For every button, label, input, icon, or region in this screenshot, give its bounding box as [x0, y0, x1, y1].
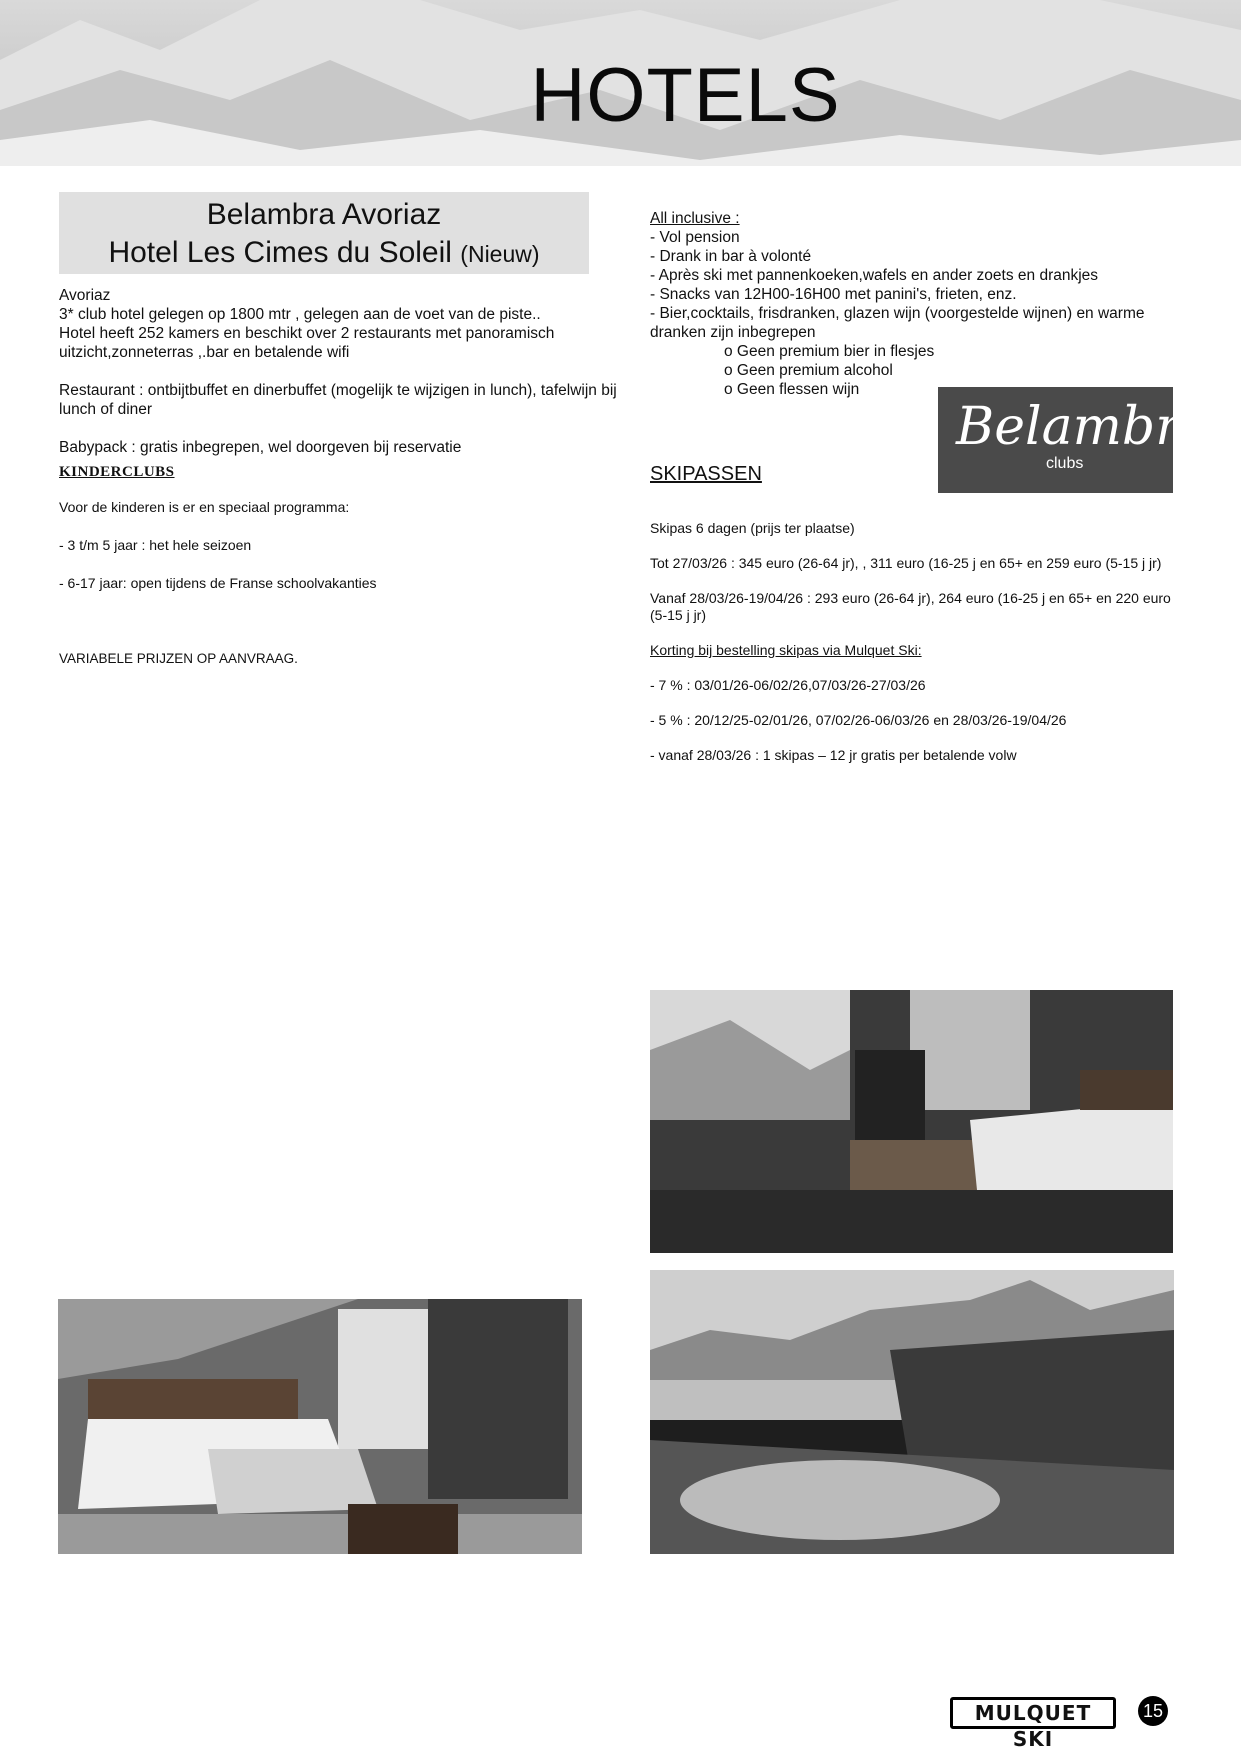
exclusion-item: o Geen flessen wijn — [724, 381, 860, 398]
price-line-1: Tot 27/03/26 : 345 euro (26-64 jr), , 311 euro (16-25 j en 65+ en 259 euro (5-15 j jr) — [650, 555, 1162, 571]
hotel-description — [59, 286, 629, 668]
allin-item: - Après ski met pannenkoeken,wafels en ander zoets en drankjes — [650, 267, 1099, 284]
desc-line1: 3* club hotel gelegen op 1800 mtr , gelegen aan de voet van de piste.. — [59, 306, 541, 323]
header-banner — [0, 0, 1241, 166]
allin-item: - Drank in bar à volonté — [650, 248, 812, 265]
babypack-info: Babypack : gratis inbegrepen, wel doorgeven bij reservatie — [59, 439, 462, 456]
variable-prices-note: VARIABELE PRIJZEN OP AANVRAAG. — [59, 651, 298, 666]
room-photo-1 — [650, 990, 1173, 1253]
inclusive-info — [650, 209, 1180, 399]
resort-photo — [650, 1270, 1174, 1554]
location: Avoriaz — [59, 287, 111, 304]
all-inclusive-heading: All inclusive : — [650, 210, 740, 227]
allin-item: - Bier,cocktails, frisdranken, glazen wijn (voorgestelde wijnen) en warme dranken zijn inbegrepen — [650, 305, 1145, 341]
kinderclubs-heading: KINDERCLUBS — [59, 464, 175, 480]
allin-item: - Vol pension — [650, 229, 740, 246]
belambra-logo — [938, 387, 1212, 493]
desc-line2: Hotel heeft 252 kamers en beschikt over 2 restaurants met panoramisch uitzicht,zonneterras ,.bar en betalende wifi — [59, 325, 555, 361]
exclusion-item: o Geen premium alcohol — [724, 362, 893, 379]
exclusion-item: o Geen premium bier in flesjes — [724, 343, 935, 360]
skipassen-heading: SKIPASSEN — [650, 463, 762, 485]
kids-age-1: - 3 t/m 5 jaar : het hele seizoen — [59, 537, 252, 553]
skipas-info — [650, 520, 1180, 764]
hotel-name-line1: Belambra Avoriaz — [206, 198, 442, 231]
hotel-title-box — [59, 192, 589, 274]
allin-item: - Snacks van 12H00-16H00 met panini's, frieten, enz. — [650, 286, 1017, 303]
new-tag: (Nieuw) — [460, 241, 540, 267]
logo-sub: clubs — [1046, 455, 1084, 472]
logo-wordmark: Belambra — [956, 397, 1212, 457]
kids-intro: Voor de kinderen is er en speciaal programma: — [59, 499, 350, 515]
page-number: 15 — [1138, 1696, 1168, 1726]
mulquet-ski-logo: MULQUET SKI — [950, 1697, 1116, 1729]
korting-heading: Korting bij bestelling skipas via Mulquet Ski: — [650, 642, 922, 658]
hotel-name-line2 — [59, 234, 589, 273]
page-title: HOTELS — [530, 53, 841, 138]
skipas-intro: Skipas 6 dagen (prijs ter plaatse) — [650, 520, 855, 536]
hotel-name: Hotel Les Cimes du Soleil — [108, 236, 452, 269]
korting-line-3: - vanaf 28/03/26 : 1 skipas – 12 jr gratis per betalende volw — [650, 747, 1017, 763]
room-photo-2 — [58, 1299, 582, 1554]
korting-line-1: - 7 % : 03/01/26-06/02/26,07/03/26-27/03/26 — [650, 677, 926, 693]
kids-age-2: - 6-17 jaar: open tijdens de Franse schoolvakanties — [59, 575, 377, 591]
korting-line-2: - 5 % : 20/12/25-02/01/26, 07/02/26-06/03/26 en 28/03/26-19/04/26 — [650, 712, 1067, 728]
price-line-2: Vanaf 28/03/26-19/04/26 : 293 euro (26-64 jr), 264 euro (16-25 j en 65+ en 220 euro (5-15 j jr) — [650, 590, 1171, 623]
restaurant-info: Restaurant : ontbijtbuffet en dinerbuffet (mogelijk te wijzigen in lunch), tafelwijn bij lunch of diner — [59, 382, 617, 418]
